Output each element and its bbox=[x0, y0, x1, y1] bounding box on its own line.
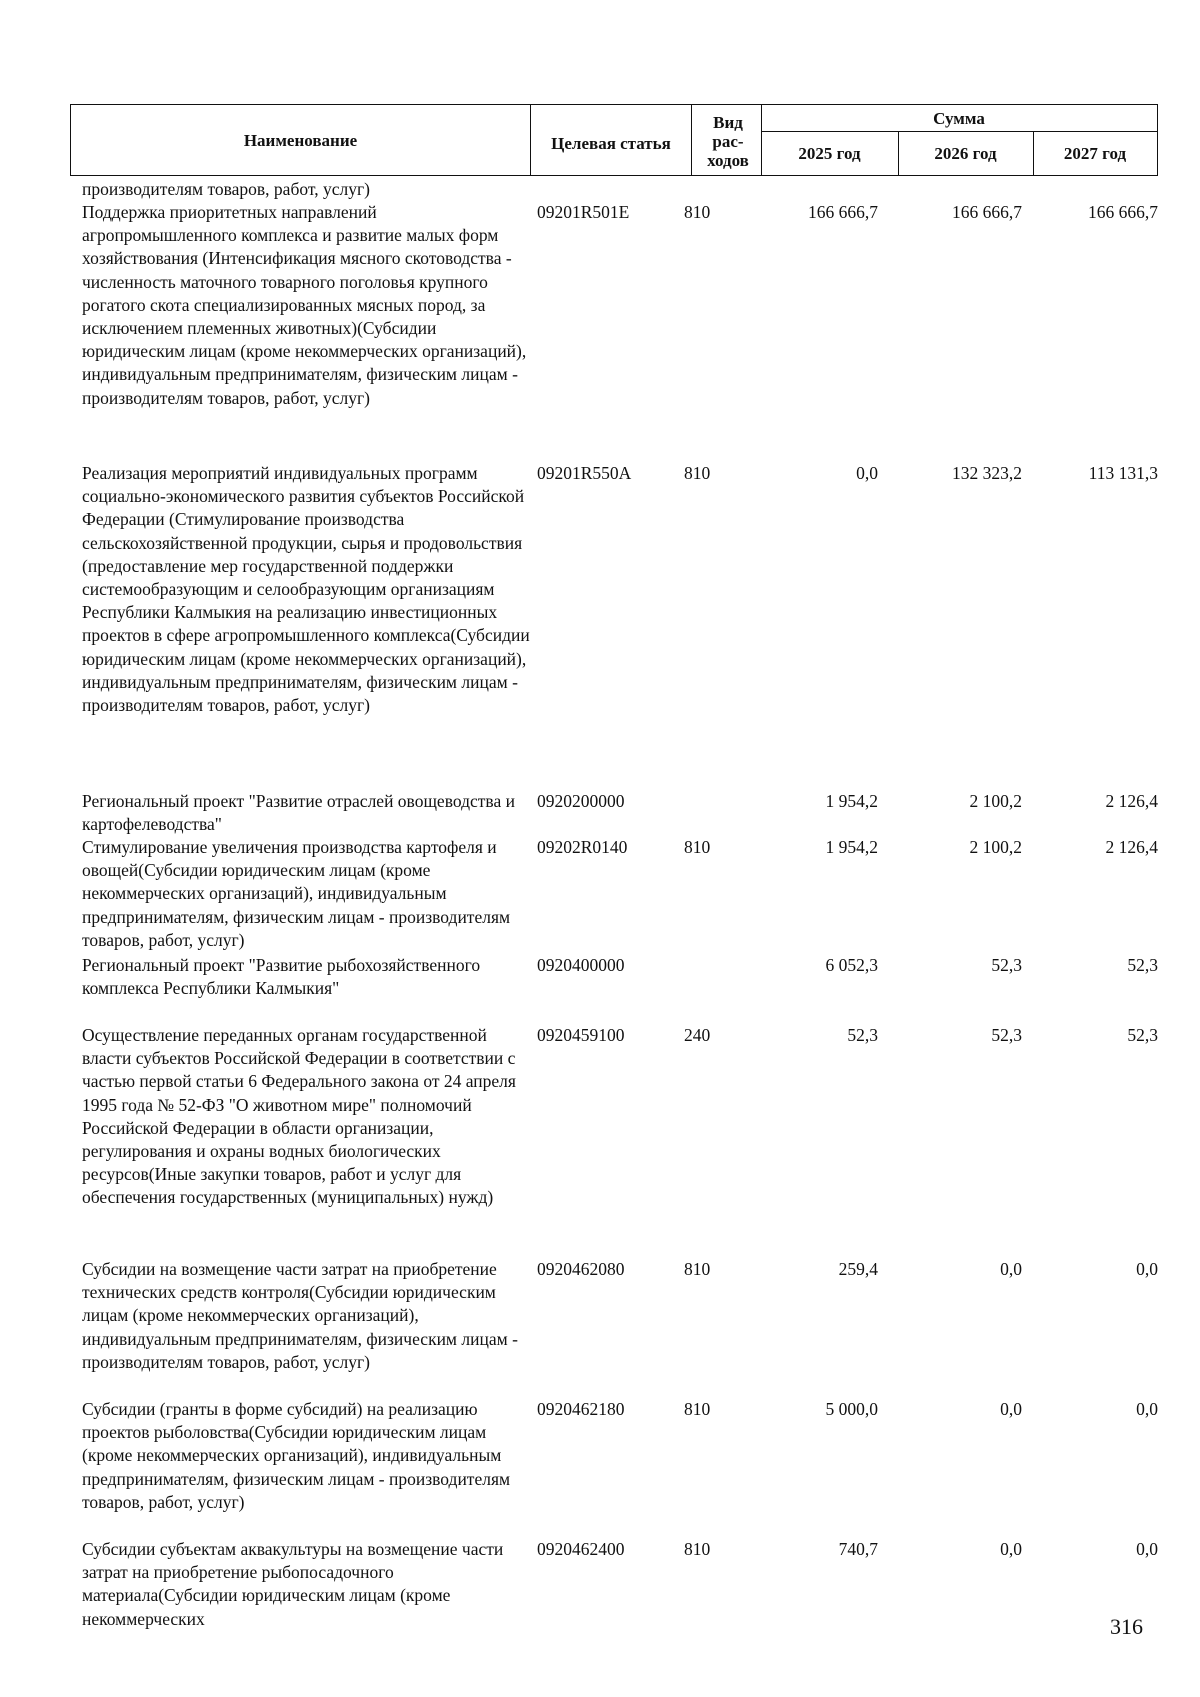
header-2025: 2025 год bbox=[798, 143, 861, 163]
row-kind: 240 bbox=[684, 1025, 711, 1045]
row-2026: 52,3 bbox=[991, 1025, 1022, 1045]
row-2025: 740,7 bbox=[838, 1539, 878, 1559]
row-2027: 2 126,4 bbox=[1105, 791, 1158, 811]
row-name: Региональный проект "Развитие рыбохозяйственного комплекса Республики Калмыкия" bbox=[82, 955, 481, 999]
row-name: Субсидии на возмещение части затрат на приобретение технических средств контроля(Субсидии юридическим лицам (кроме некоммерческих организаций), индивидуальным предпринимателям, физическим лицам - производителям товаров, работ, услуг) bbox=[82, 1259, 518, 1372]
row-2027: 0,0 bbox=[1136, 1539, 1158, 1559]
row-name: производителям товаров, работ, услуг) bbox=[82, 179, 370, 199]
row-2027: 0,0 bbox=[1136, 1399, 1158, 1419]
row-code: 0920400000 bbox=[537, 955, 625, 975]
row-2025: 0,0 bbox=[856, 463, 878, 483]
row-2025: 6 052,3 bbox=[825, 955, 878, 975]
row-name: Региональный проект "Развитие отраслей овощеводства и картофелеводства" bbox=[82, 791, 515, 835]
divider bbox=[530, 105, 531, 175]
row-code: 09201R550A bbox=[537, 463, 632, 483]
row-2026: 132 323,2 bbox=[952, 463, 1022, 483]
row-2025: 52,3 bbox=[847, 1025, 878, 1045]
row-code: 0920462180 bbox=[537, 1399, 625, 1419]
row-2026: 2 100,2 bbox=[969, 837, 1022, 857]
row-code: 09201R501E bbox=[537, 202, 630, 222]
header-2027: 2027 год bbox=[1063, 143, 1127, 163]
row-2027: 52,3 bbox=[1127, 955, 1158, 975]
row-code: 0920462080 bbox=[537, 1259, 625, 1279]
page-number: 316 bbox=[1110, 1614, 1143, 1639]
row-2025: 1 954,2 bbox=[825, 837, 878, 857]
row-kind: 810 bbox=[684, 1539, 711, 1559]
table-header bbox=[70, 104, 1158, 176]
row-2026: 0,0 bbox=[1000, 1259, 1022, 1279]
row-2025: 1 954,2 bbox=[825, 791, 878, 811]
header-2026: 2026 год bbox=[934, 143, 997, 163]
row-name: Осуществление переданных органам государственной власти субъектов Российской Федерации в соответствии с частью первой статьи 6 Федерального закона от 24 апреля 1995 года № 52-ФЗ "О животном мире" полномочий Российской Федерации в области организации, регулирования и охраны водных биологических ресурсов(Иные закупки товаров, работ и услуг для обеспечения государственных (муниципальных) нужд) bbox=[82, 1025, 516, 1208]
row-name: Субсидии субъектам аквакультуры на возмещение части затрат на приобретение рыбопосадочного материала(Субсидии юридическим лицам (кроме некоммерческих bbox=[82, 1539, 504, 1629]
row-name: Стимулирование увеличения производства картофеля и овощей(Субсидии юридическим лицам (кроме некоммерческих организаций), индивидуальным предпринимателям, физическим лицам - производителям товаров, работ, услуг) bbox=[82, 837, 511, 950]
row-2025: 259,4 bbox=[838, 1259, 878, 1279]
header-name: Наименование bbox=[243, 130, 358, 150]
header-kind: Вид рас- ходов bbox=[707, 112, 749, 170]
row-code: 0920459100 bbox=[537, 1025, 625, 1045]
row-name: Реализация мероприятий индивидуальных программ социально-экономического развития субъектов Российской Федерации (Стимулирование производства сельскохозяйственной продукции, сырья и продовольствия (предоставление мер государственной поддержки системообразующим и селообразующим организациям Республики Калмыкия на реализацию инвестиционных проектов в сфере агропромышленного комплекса(Субсидии юридическим лицам (кроме некоммерческих организаций), индивидуальным предпринимателям, физическим лицам - производителям товаров, работ, услуг) bbox=[82, 463, 530, 716]
row-2026: 52,3 bbox=[991, 955, 1022, 975]
header-sum: Сумма bbox=[933, 108, 985, 128]
row-2027: 0,0 bbox=[1136, 1259, 1158, 1279]
row-code: 0920200000 bbox=[537, 791, 625, 811]
row-code: 09202R0140 bbox=[537, 837, 628, 857]
row-2027: 166 666,7 bbox=[1088, 202, 1158, 222]
row-2026: 2 100,2 bbox=[969, 791, 1022, 811]
row-code: 0920462400 bbox=[537, 1539, 625, 1559]
row-2025: 5 000,0 bbox=[825, 1399, 878, 1419]
row-2026: 0,0 bbox=[1000, 1539, 1022, 1559]
row-kind: 810 bbox=[684, 1259, 711, 1279]
row-2026: 166 666,7 bbox=[952, 202, 1022, 222]
row-kind: 810 bbox=[684, 837, 711, 857]
row-name: Поддержка приоритетных направлений агропромышленного комплекса и развитие малых форм хозяйствования (Интенсификация мясного скотоводства - численность маточного товарного поголовья крупного рогатого скота специализированных мясных пород, за исключением племенных животных)(Субсидии юридическим лицам (кроме некоммерческих организаций), индивидуальным предпринимателям, физическим лицам - производителям товаров, работ, услуг) bbox=[82, 202, 527, 408]
divider bbox=[691, 105, 692, 175]
row-2026: 0,0 bbox=[1000, 1399, 1022, 1419]
row-kind: 810 bbox=[684, 202, 711, 222]
row-kind: 810 bbox=[684, 463, 711, 483]
row-kind: 810 bbox=[684, 1399, 711, 1419]
row-2027: 2 126,4 bbox=[1105, 837, 1158, 857]
row-2027: 113 131,3 bbox=[1088, 463, 1158, 483]
row-2027: 52,3 bbox=[1127, 1025, 1158, 1045]
row-2025: 166 666,7 bbox=[808, 202, 878, 222]
header-code: Целевая статья bbox=[551, 133, 671, 153]
row-name: Субсидии (гранты в форме субсидий) на реализацию проектов рыболовства(Субсидии юридическим лицам (кроме некоммерческих организаций), индивидуальным предпринимателям, физическим лицам - производителям товаров, работ, услуг) bbox=[82, 1399, 511, 1512]
